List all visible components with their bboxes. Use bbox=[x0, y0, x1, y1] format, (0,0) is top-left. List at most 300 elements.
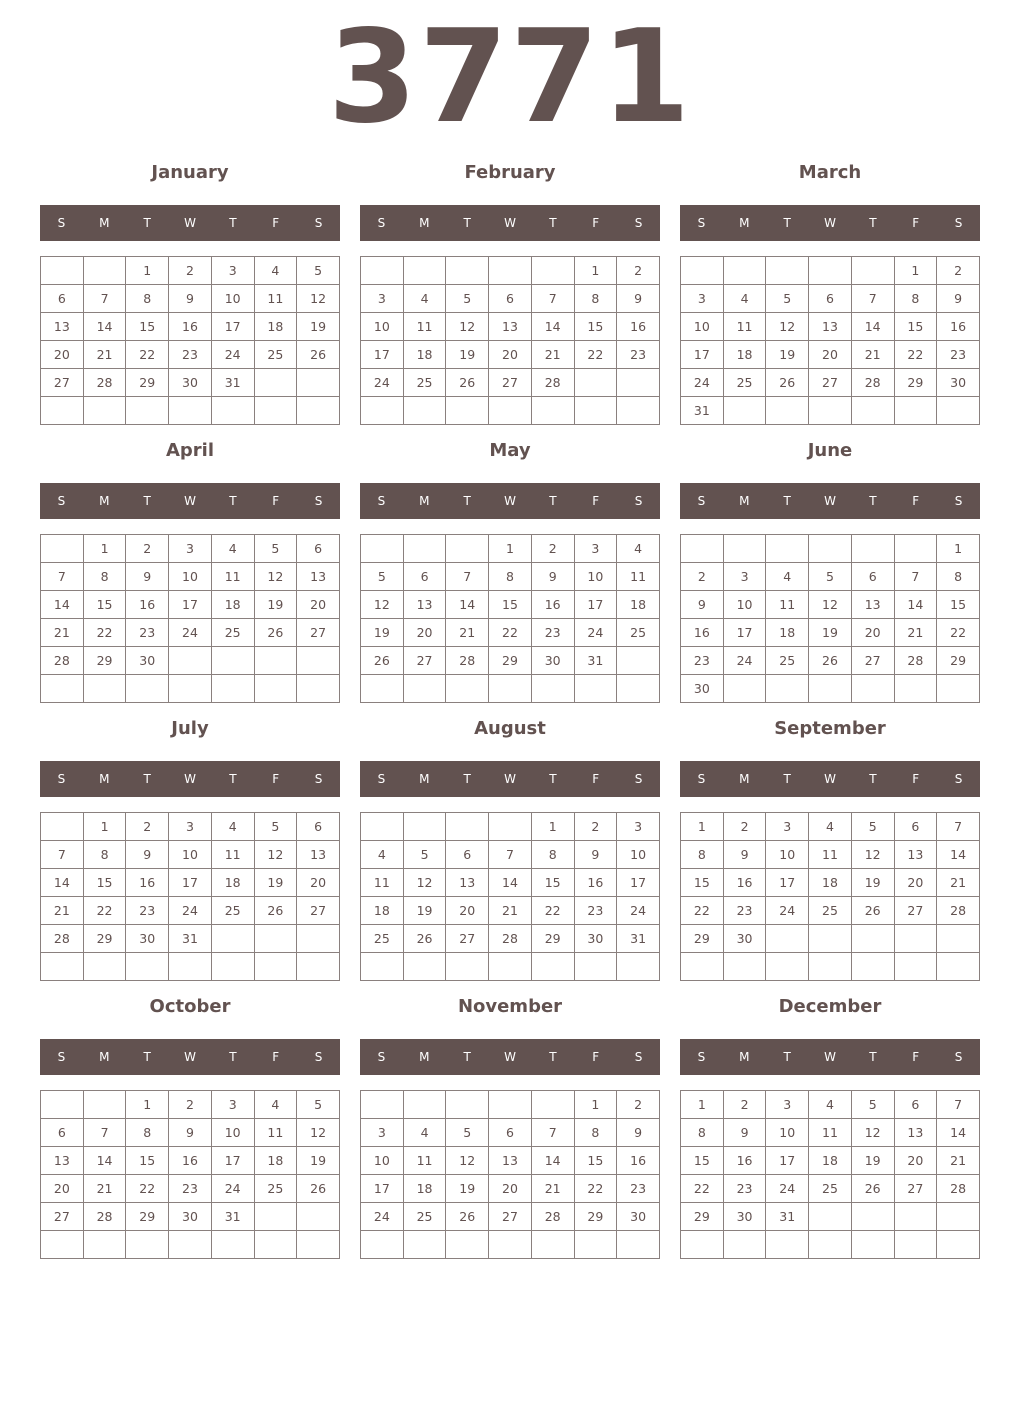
day-cell: 16 bbox=[681, 619, 724, 647]
empty-day-cell bbox=[766, 675, 809, 703]
day-cell: 19 bbox=[297, 313, 340, 341]
day-cell: 25 bbox=[211, 897, 254, 925]
empty-day-cell bbox=[211, 953, 254, 981]
empty-day-cell bbox=[254, 1231, 297, 1259]
day-cell: 23 bbox=[169, 341, 212, 369]
day-cell: 15 bbox=[681, 869, 724, 897]
empty-day-cell bbox=[766, 535, 809, 563]
day-cell: 16 bbox=[169, 1147, 212, 1175]
weekday-label: M bbox=[99, 1050, 110, 1064]
weekday-label: M bbox=[419, 1050, 430, 1064]
day-cell: 6 bbox=[894, 813, 937, 841]
day-cell: 12 bbox=[446, 313, 489, 341]
week-row bbox=[41, 619, 340, 647]
weekday-header bbox=[40, 1039, 340, 1075]
empty-day-cell bbox=[169, 1231, 212, 1259]
day-cell: 21 bbox=[41, 619, 84, 647]
day-cell: 7 bbox=[531, 1119, 574, 1147]
day-cell: 27 bbox=[489, 369, 532, 397]
week-row bbox=[681, 813, 980, 841]
empty-day-cell bbox=[723, 257, 766, 285]
empty-day-cell bbox=[766, 1231, 809, 1259]
day-cell: 21 bbox=[489, 897, 532, 925]
empty-day-cell bbox=[446, 1231, 489, 1259]
week-row bbox=[41, 1091, 340, 1119]
day-cell: 19 bbox=[446, 341, 489, 369]
day-cell: 11 bbox=[723, 313, 766, 341]
month-name: January bbox=[151, 162, 229, 183]
empty-day-cell bbox=[297, 1231, 340, 1259]
day-cell: 20 bbox=[489, 1175, 532, 1203]
weekday-label: S bbox=[697, 494, 706, 508]
empty-day-cell bbox=[41, 397, 84, 425]
week-row bbox=[361, 675, 660, 703]
day-cell: 1 bbox=[489, 535, 532, 563]
empty-day-cell bbox=[41, 257, 84, 285]
day-cell: 18 bbox=[617, 591, 660, 619]
day-cell: 14 bbox=[531, 1147, 574, 1175]
empty-day-cell bbox=[617, 397, 660, 425]
weekday-label: S bbox=[377, 216, 386, 230]
day-cell: 19 bbox=[297, 1147, 340, 1175]
day-cell: 9 bbox=[126, 841, 169, 869]
empty-day-cell bbox=[489, 953, 532, 981]
day-cell: 11 bbox=[403, 1147, 446, 1175]
day-cell: 12 bbox=[361, 591, 404, 619]
week-row bbox=[681, 369, 980, 397]
day-cell: 10 bbox=[723, 591, 766, 619]
day-cell: 22 bbox=[83, 619, 126, 647]
day-cell: 22 bbox=[126, 1175, 169, 1203]
weekday-label: W bbox=[184, 216, 196, 230]
day-cell: 14 bbox=[937, 841, 980, 869]
day-cell: 23 bbox=[617, 341, 660, 369]
day-cell: 16 bbox=[617, 1147, 660, 1175]
weekday-label: M bbox=[739, 772, 750, 786]
weekday-label: S bbox=[314, 494, 323, 508]
day-cell: 3 bbox=[169, 535, 212, 563]
day-cell: 21 bbox=[531, 1175, 574, 1203]
day-cell: 7 bbox=[83, 1119, 126, 1147]
empty-day-cell bbox=[894, 1203, 937, 1231]
day-cell: 22 bbox=[681, 897, 724, 925]
day-cell: 16 bbox=[531, 591, 574, 619]
empty-day-cell bbox=[83, 1231, 126, 1259]
day-cell: 8 bbox=[83, 841, 126, 869]
day-cell: 30 bbox=[937, 369, 980, 397]
day-cell: 12 bbox=[446, 1147, 489, 1175]
empty-day-cell bbox=[403, 1231, 446, 1259]
day-cell: 26 bbox=[809, 647, 852, 675]
day-cell: 8 bbox=[574, 285, 617, 313]
weekday-label: S bbox=[57, 216, 66, 230]
day-cell: 19 bbox=[446, 1175, 489, 1203]
day-cell: 2 bbox=[723, 1091, 766, 1119]
day-cell: 4 bbox=[723, 285, 766, 313]
day-cell: 23 bbox=[681, 647, 724, 675]
weekday-header bbox=[40, 761, 340, 797]
day-cell: 20 bbox=[41, 1175, 84, 1203]
day-cell: 17 bbox=[169, 591, 212, 619]
weekday-label: F bbox=[912, 772, 920, 786]
week-row bbox=[361, 1203, 660, 1231]
empty-day-cell bbox=[446, 535, 489, 563]
day-cell: 9 bbox=[937, 285, 980, 313]
empty-day-cell bbox=[681, 535, 724, 563]
day-cell: 8 bbox=[489, 563, 532, 591]
day-cell: 23 bbox=[126, 897, 169, 925]
day-cell: 29 bbox=[489, 647, 532, 675]
empty-day-cell bbox=[937, 925, 980, 953]
weekday-label: T bbox=[783, 494, 791, 508]
empty-day-cell bbox=[126, 953, 169, 981]
day-cell: 25 bbox=[766, 647, 809, 675]
weekday-label: T bbox=[229, 772, 237, 786]
weekday-label: T bbox=[143, 1050, 151, 1064]
empty-day-cell bbox=[766, 257, 809, 285]
day-cell: 2 bbox=[574, 813, 617, 841]
day-cell: 2 bbox=[723, 813, 766, 841]
day-cell: 28 bbox=[531, 1203, 574, 1231]
week-row bbox=[361, 1175, 660, 1203]
week-row bbox=[681, 285, 980, 313]
day-cell: 21 bbox=[83, 341, 126, 369]
weekday-label: S bbox=[377, 772, 386, 786]
month-name: March bbox=[798, 162, 862, 183]
day-cell: 25 bbox=[723, 369, 766, 397]
day-cell: 23 bbox=[531, 619, 574, 647]
day-cell: 22 bbox=[126, 341, 169, 369]
day-cell: 11 bbox=[254, 285, 297, 313]
weekday-label: S bbox=[57, 772, 66, 786]
day-cell: 10 bbox=[617, 841, 660, 869]
weekday-label: W bbox=[184, 1050, 196, 1064]
day-cell: 22 bbox=[531, 897, 574, 925]
day-cell: 13 bbox=[489, 313, 532, 341]
day-cell: 6 bbox=[297, 813, 340, 841]
weekday-label: T bbox=[549, 772, 557, 786]
week-row bbox=[41, 397, 340, 425]
empty-day-cell bbox=[489, 397, 532, 425]
day-cell: 28 bbox=[851, 369, 894, 397]
weekday-label: W bbox=[184, 772, 196, 786]
empty-day-cell bbox=[297, 953, 340, 981]
day-cell: 18 bbox=[361, 897, 404, 925]
day-grid bbox=[40, 1090, 340, 1259]
week-row bbox=[681, 1203, 980, 1231]
empty-day-cell bbox=[41, 1231, 84, 1259]
week-row bbox=[361, 285, 660, 313]
day-cell: 19 bbox=[361, 619, 404, 647]
week-row bbox=[361, 897, 660, 925]
empty-day-cell bbox=[297, 647, 340, 675]
empty-day-cell bbox=[41, 1091, 84, 1119]
week-row bbox=[41, 953, 340, 981]
day-cell: 21 bbox=[894, 619, 937, 647]
day-cell: 4 bbox=[211, 535, 254, 563]
day-cell: 9 bbox=[617, 285, 660, 313]
day-cell: 9 bbox=[169, 285, 212, 313]
weekday-label: W bbox=[504, 216, 516, 230]
week-row bbox=[681, 563, 980, 591]
day-cell: 5 bbox=[851, 1091, 894, 1119]
weekday-label: F bbox=[592, 494, 600, 508]
day-cell: 18 bbox=[254, 1147, 297, 1175]
empty-day-cell bbox=[809, 1231, 852, 1259]
day-cell: 27 bbox=[41, 369, 84, 397]
day-cell: 30 bbox=[126, 647, 169, 675]
day-cell: 8 bbox=[937, 563, 980, 591]
week-row bbox=[41, 647, 340, 675]
day-cell: 27 bbox=[809, 369, 852, 397]
day-cell: 17 bbox=[681, 341, 724, 369]
empty-day-cell bbox=[403, 953, 446, 981]
day-cell: 30 bbox=[169, 369, 212, 397]
day-cell: 19 bbox=[766, 341, 809, 369]
weekday-label: F bbox=[592, 216, 600, 230]
day-cell: 24 bbox=[169, 619, 212, 647]
weekday-label: S bbox=[634, 494, 643, 508]
day-grid bbox=[360, 1090, 660, 1259]
day-cell: 26 bbox=[297, 341, 340, 369]
month-name: February bbox=[464, 162, 556, 183]
empty-day-cell bbox=[937, 397, 980, 425]
day-cell: 21 bbox=[531, 341, 574, 369]
empty-day-cell bbox=[531, 397, 574, 425]
day-cell: 11 bbox=[809, 1119, 852, 1147]
day-cell: 20 bbox=[403, 619, 446, 647]
month-name: May bbox=[489, 440, 531, 461]
week-row bbox=[361, 397, 660, 425]
day-cell: 29 bbox=[83, 925, 126, 953]
day-cell: 6 bbox=[489, 1119, 532, 1147]
week-row bbox=[361, 341, 660, 369]
weekday-label: T bbox=[463, 494, 471, 508]
empty-day-cell bbox=[169, 647, 212, 675]
empty-day-cell bbox=[894, 953, 937, 981]
empty-day-cell bbox=[83, 397, 126, 425]
day-cell: 21 bbox=[41, 897, 84, 925]
day-cell: 2 bbox=[126, 813, 169, 841]
day-cell: 15 bbox=[531, 869, 574, 897]
empty-day-cell bbox=[851, 1231, 894, 1259]
empty-day-cell bbox=[723, 535, 766, 563]
day-cell: 13 bbox=[446, 869, 489, 897]
empty-day-cell bbox=[211, 1231, 254, 1259]
day-cell: 17 bbox=[169, 869, 212, 897]
day-cell: 17 bbox=[361, 341, 404, 369]
week-row bbox=[681, 313, 980, 341]
empty-day-cell bbox=[531, 1091, 574, 1119]
empty-day-cell bbox=[531, 675, 574, 703]
day-cell: 23 bbox=[617, 1175, 660, 1203]
day-cell: 12 bbox=[254, 841, 297, 869]
empty-day-cell bbox=[403, 397, 446, 425]
day-cell: 24 bbox=[681, 369, 724, 397]
empty-day-cell bbox=[489, 1231, 532, 1259]
empty-day-cell bbox=[361, 675, 404, 703]
empty-day-cell bbox=[361, 1231, 404, 1259]
month-name: July bbox=[171, 718, 209, 739]
day-cell: 19 bbox=[403, 897, 446, 925]
day-cell: 26 bbox=[446, 369, 489, 397]
day-cell: 7 bbox=[41, 841, 84, 869]
day-cell: 26 bbox=[361, 647, 404, 675]
day-grid bbox=[680, 256, 980, 425]
day-cell: 27 bbox=[403, 647, 446, 675]
day-cell: 16 bbox=[574, 869, 617, 897]
day-cell: 11 bbox=[211, 841, 254, 869]
day-cell: 3 bbox=[617, 813, 660, 841]
week-row bbox=[361, 1231, 660, 1259]
day-cell: 25 bbox=[211, 619, 254, 647]
day-cell: 16 bbox=[126, 869, 169, 897]
empty-day-cell bbox=[531, 1231, 574, 1259]
weekday-label: T bbox=[869, 494, 877, 508]
day-cell: 1 bbox=[83, 535, 126, 563]
week-row bbox=[361, 313, 660, 341]
day-cell: 25 bbox=[254, 341, 297, 369]
day-cell: 20 bbox=[297, 869, 340, 897]
empty-day-cell bbox=[809, 535, 852, 563]
weekday-header bbox=[680, 205, 980, 241]
day-cell: 29 bbox=[894, 369, 937, 397]
empty-day-cell bbox=[254, 397, 297, 425]
day-cell: 4 bbox=[403, 1119, 446, 1147]
day-cell: 5 bbox=[297, 257, 340, 285]
empty-day-cell bbox=[446, 257, 489, 285]
empty-day-cell bbox=[41, 675, 84, 703]
empty-day-cell bbox=[403, 257, 446, 285]
day-cell: 12 bbox=[297, 285, 340, 313]
day-cell: 6 bbox=[446, 841, 489, 869]
empty-day-cell bbox=[446, 953, 489, 981]
empty-day-cell bbox=[574, 1231, 617, 1259]
day-cell: 6 bbox=[41, 285, 84, 313]
empty-day-cell bbox=[851, 925, 894, 953]
weekday-label: T bbox=[229, 216, 237, 230]
day-cell: 28 bbox=[83, 1203, 126, 1231]
weekday-label: T bbox=[869, 772, 877, 786]
month-name: October bbox=[149, 996, 231, 1017]
day-cell: 2 bbox=[126, 535, 169, 563]
day-cell: 3 bbox=[211, 257, 254, 285]
day-cell: 26 bbox=[254, 619, 297, 647]
day-cell: 16 bbox=[126, 591, 169, 619]
weekday-label: S bbox=[377, 494, 386, 508]
empty-day-cell bbox=[489, 813, 532, 841]
day-cell: 21 bbox=[446, 619, 489, 647]
day-cell: 24 bbox=[211, 341, 254, 369]
day-cell: 22 bbox=[83, 897, 126, 925]
weekday-header bbox=[680, 1039, 980, 1075]
day-cell: 28 bbox=[937, 897, 980, 925]
empty-day-cell bbox=[851, 535, 894, 563]
day-cell: 14 bbox=[83, 313, 126, 341]
weekday-label: S bbox=[314, 1050, 323, 1064]
weekday-label: F bbox=[912, 216, 920, 230]
day-cell: 26 bbox=[297, 1175, 340, 1203]
day-cell: 15 bbox=[894, 313, 937, 341]
day-cell: 14 bbox=[41, 869, 84, 897]
week-row bbox=[361, 841, 660, 869]
day-cell: 6 bbox=[851, 563, 894, 591]
weekday-label: S bbox=[954, 494, 963, 508]
weekday-label: F bbox=[592, 772, 600, 786]
weekday-header bbox=[40, 205, 340, 241]
week-row bbox=[681, 1231, 980, 1259]
day-cell: 18 bbox=[809, 869, 852, 897]
day-cell: 2 bbox=[169, 1091, 212, 1119]
day-cell: 16 bbox=[723, 1147, 766, 1175]
week-row bbox=[361, 535, 660, 563]
week-row bbox=[41, 1175, 340, 1203]
week-row bbox=[41, 925, 340, 953]
day-cell: 6 bbox=[809, 285, 852, 313]
week-row bbox=[41, 1231, 340, 1259]
week-row bbox=[41, 1147, 340, 1175]
day-cell: 10 bbox=[361, 1147, 404, 1175]
day-cell: 23 bbox=[723, 897, 766, 925]
empty-day-cell bbox=[361, 953, 404, 981]
day-cell: 30 bbox=[126, 925, 169, 953]
empty-day-cell bbox=[446, 1091, 489, 1119]
day-cell: 15 bbox=[489, 591, 532, 619]
empty-day-cell bbox=[254, 647, 297, 675]
day-cell: 22 bbox=[489, 619, 532, 647]
week-row bbox=[41, 1203, 340, 1231]
empty-day-cell bbox=[297, 1203, 340, 1231]
week-row bbox=[361, 869, 660, 897]
week-row bbox=[681, 1147, 980, 1175]
day-cell: 28 bbox=[83, 369, 126, 397]
day-cell: 27 bbox=[297, 619, 340, 647]
week-row bbox=[361, 257, 660, 285]
day-cell: 13 bbox=[894, 841, 937, 869]
day-cell: 19 bbox=[254, 869, 297, 897]
weekday-label: T bbox=[869, 1050, 877, 1064]
week-row bbox=[681, 591, 980, 619]
day-cell: 25 bbox=[403, 1203, 446, 1231]
day-cell: 7 bbox=[937, 813, 980, 841]
empty-day-cell bbox=[894, 675, 937, 703]
day-cell: 31 bbox=[211, 369, 254, 397]
day-cell: 8 bbox=[126, 1119, 169, 1147]
day-cell: 7 bbox=[894, 563, 937, 591]
week-row bbox=[361, 813, 660, 841]
weekday-label: T bbox=[463, 216, 471, 230]
weekday-label: T bbox=[869, 216, 877, 230]
day-cell: 16 bbox=[937, 313, 980, 341]
day-grid bbox=[680, 1090, 980, 1259]
day-cell: 5 bbox=[446, 285, 489, 313]
day-cell: 1 bbox=[681, 1091, 724, 1119]
day-cell: 29 bbox=[937, 647, 980, 675]
empty-day-cell bbox=[211, 397, 254, 425]
day-cell: 30 bbox=[531, 647, 574, 675]
day-cell: 26 bbox=[403, 925, 446, 953]
day-cell: 7 bbox=[41, 563, 84, 591]
day-cell: 24 bbox=[361, 1203, 404, 1231]
day-cell: 4 bbox=[211, 813, 254, 841]
week-row bbox=[41, 1119, 340, 1147]
empty-day-cell bbox=[297, 369, 340, 397]
day-cell: 30 bbox=[723, 925, 766, 953]
empty-day-cell bbox=[83, 257, 126, 285]
day-cell: 8 bbox=[681, 1119, 724, 1147]
day-cell: 22 bbox=[574, 1175, 617, 1203]
day-cell: 4 bbox=[766, 563, 809, 591]
